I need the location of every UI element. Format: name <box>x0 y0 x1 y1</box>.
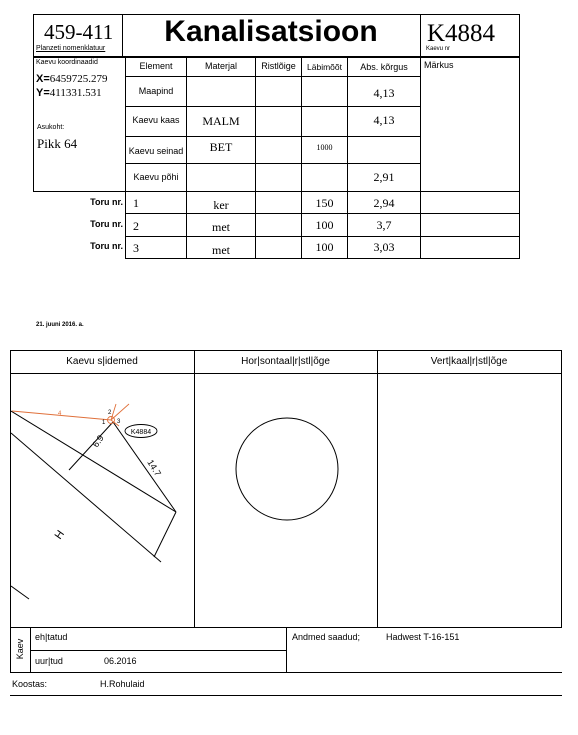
row-element: Kaevu seinad <box>128 146 184 156</box>
col-header-element: Element <box>139 61 173 71</box>
surveyed-label: uur|tud <box>35 656 63 666</box>
x-value: 6459725.279 <box>49 73 108 85</box>
location-caption: Asukoht: <box>37 124 65 131</box>
pipe-2-label: 2 <box>108 410 112 416</box>
built-label: eh|tatud <box>35 632 68 642</box>
pipe-abs-height: 3,7 <box>376 218 392 232</box>
dimension-2: 14.7 <box>145 457 164 478</box>
pipe-diameter: 100 <box>315 240 334 254</box>
author-value: H.Rohulaid <box>100 679 145 689</box>
dimension-1: 6.9 <box>90 433 106 450</box>
pipe-number: 3 <box>133 241 139 255</box>
col-title-horizontal: Hor|sontaal|r|stl|õge <box>241 356 330 367</box>
well-number: K4884 <box>427 20 496 47</box>
y-coordinate <box>36 87 102 99</box>
row-abs-height: 2,91 <box>373 170 395 184</box>
row-diameter: 1000 <box>316 143 333 152</box>
col-title-vertical: Vert|kaal|r|stl|õge <box>430 356 508 367</box>
col-title-sketch: Kaevu s|idemed <box>66 356 138 367</box>
row-element: Maapind <box>138 86 174 96</box>
pipe-diameter: 100 <box>315 218 334 232</box>
pipe-1-label: 1 <box>102 420 106 426</box>
pipe-material: met <box>212 220 230 234</box>
col-header-abs-height: Abs. kõrgus <box>360 62 408 72</box>
arrow-mark: 4 <box>58 411 62 417</box>
row-element: Kaevu põhi <box>133 172 179 182</box>
data-source-label: Andmed saadud; <box>292 632 361 642</box>
row-abs-height: 4,13 <box>373 86 395 100</box>
x-label: X= <box>36 73 50 85</box>
col-header-diameter: Läbimõõt <box>307 62 342 72</box>
site-sketch <box>11 374 194 628</box>
well-tag: K4884 <box>130 429 152 436</box>
pipe-material: ker <box>213 198 229 212</box>
surveyed-date: 06.2016 <box>104 656 137 666</box>
pipe-3-label: 3 <box>117 419 121 425</box>
pipe-label: Toru nr. <box>90 241 123 251</box>
row-material: BET <box>209 140 233 154</box>
col-header-cross-section: Ristlõige <box>261 61 296 71</box>
well-circle <box>236 418 338 520</box>
x-coordinate <box>36 73 108 85</box>
data-source-value: Hadwest T-16-151 <box>386 632 460 642</box>
y-label: Y= <box>36 87 50 99</box>
y-value: 411331.531 <box>49 87 102 99</box>
row-element: Kaevu kaas <box>132 115 180 125</box>
coordinates-caption: Kaevu koordinaadid <box>36 59 98 66</box>
well-number-caption: Kaevu nr <box>426 46 451 52</box>
pipe-abs-height: 3,03 <box>373 240 395 254</box>
side-label: Kaev <box>15 638 25 660</box>
pipe-diameter: 150 <box>315 196 334 210</box>
pipe-abs-height: 2,94 <box>373 196 395 210</box>
location-value: Pikk 64 <box>37 136 78 151</box>
pipe-number: 1 <box>133 196 139 210</box>
pipe-label: Toru nr. <box>90 197 123 207</box>
author-label: Koostas: <box>12 679 48 689</box>
pipe-material: met <box>212 243 230 257</box>
col-header-material: Materjal <box>204 61 237 71</box>
row-material: MALM <box>202 114 240 128</box>
document-date: 21. juuni 2016. a. <box>36 322 84 328</box>
pipe-label: Toru nr. <box>90 219 123 229</box>
row-abs-height: 4,13 <box>373 113 395 127</box>
house-mark: H <box>52 528 68 542</box>
nomenclature-caption: Planzeti nomenklatuur <box>36 45 106 52</box>
nomenclature-number: 459-411 <box>44 20 114 44</box>
horizontal-section-drawing <box>195 374 377 628</box>
col-header-remarks: Märkus <box>424 60 454 70</box>
pipe-number: 2 <box>133 219 139 233</box>
page-title: Kanalisatsioon <box>164 15 378 48</box>
